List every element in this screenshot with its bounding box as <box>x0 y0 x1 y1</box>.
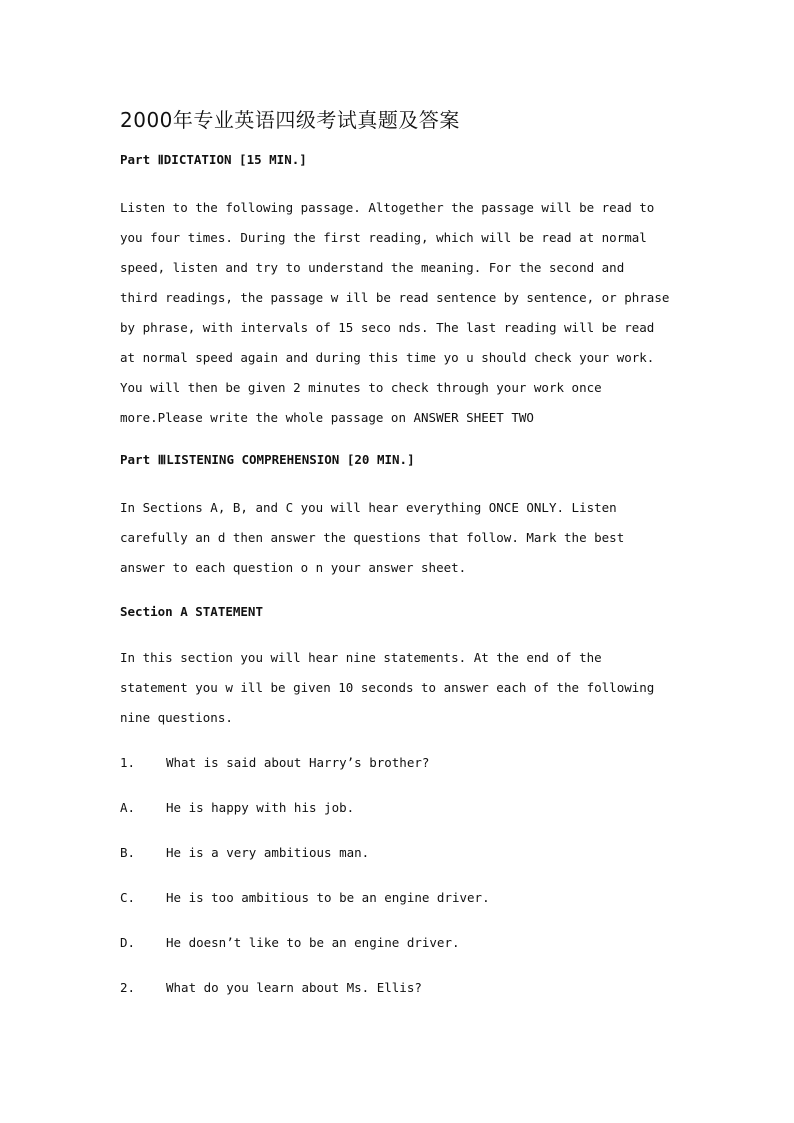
item-text: He is a very ambitious man. <box>166 845 370 860</box>
item-text: What do you learn about Ms. Ellis? <box>166 980 422 995</box>
section-a-line: statement you w ill be given 10 seconds to answer each of the following <box>120 680 655 695</box>
item-text: He is happy with his job. <box>166 800 355 815</box>
item-number: 1. <box>120 755 136 770</box>
page-title: 2000年专业英语四级考试真题及答案 <box>120 108 460 132</box>
item-number: A. <box>120 800 136 815</box>
part3-heading: Part ⅢLISTENING COMPREHENSION [20 MIN.] <box>120 452 415 467</box>
part2-line: Listen to the following passage. Altogether the passage will be read to <box>120 200 655 215</box>
part3-line: answer to each question o n your answer sheet. <box>120 560 467 575</box>
answer-option <box>120 935 460 950</box>
item-number: C. <box>120 890 136 905</box>
question-item <box>120 755 429 770</box>
part2-line: you four times. During the first reading, which will be read at normal <box>120 230 647 245</box>
part2-line: speed, listen and try to understand the meaning. For the second and <box>120 260 625 275</box>
item-text: He is too ambitious to be an engine driver. <box>166 890 490 905</box>
section-a-line: nine questions. <box>120 710 233 725</box>
part2-heading: Part ⅡDICTATION [15 MIN.] <box>120 152 307 167</box>
part2-line: You will then be given 2 minutes to check through your work once <box>120 380 602 395</box>
item-text: He doesn’t like to be an engine driver. <box>166 935 460 950</box>
item-number: B. <box>120 845 136 860</box>
item-text: What is said about Harry’s brother? <box>166 755 430 770</box>
answer-option <box>120 800 354 815</box>
section-a-heading: Section A STATEMENT <box>120 604 263 619</box>
part2-line: at normal speed again and during this time yo u should check your work. <box>120 350 655 365</box>
question-item <box>120 980 422 995</box>
item-number: D. <box>120 935 136 950</box>
answer-option <box>120 890 490 905</box>
part2-line: more.Please write the whole passage on ANSWER SHEET TWO <box>120 410 534 425</box>
part3-line: carefully an d then answer the questions that follow. Mark the best <box>120 530 625 545</box>
part2-line: by phrase, with intervals of 15 seco nds. The last reading will be read <box>120 320 655 335</box>
answer-option <box>120 845 369 860</box>
part3-line: In Sections A, B, and C you will hear everything ONCE ONLY. Listen <box>120 500 617 515</box>
part2-line: third readings, the passage w ill be read sentence by sentence, or phrase <box>120 290 670 305</box>
section-a-line: In this section you will hear nine statements. At the end of the <box>120 650 602 665</box>
item-number: 2. <box>120 980 136 995</box>
